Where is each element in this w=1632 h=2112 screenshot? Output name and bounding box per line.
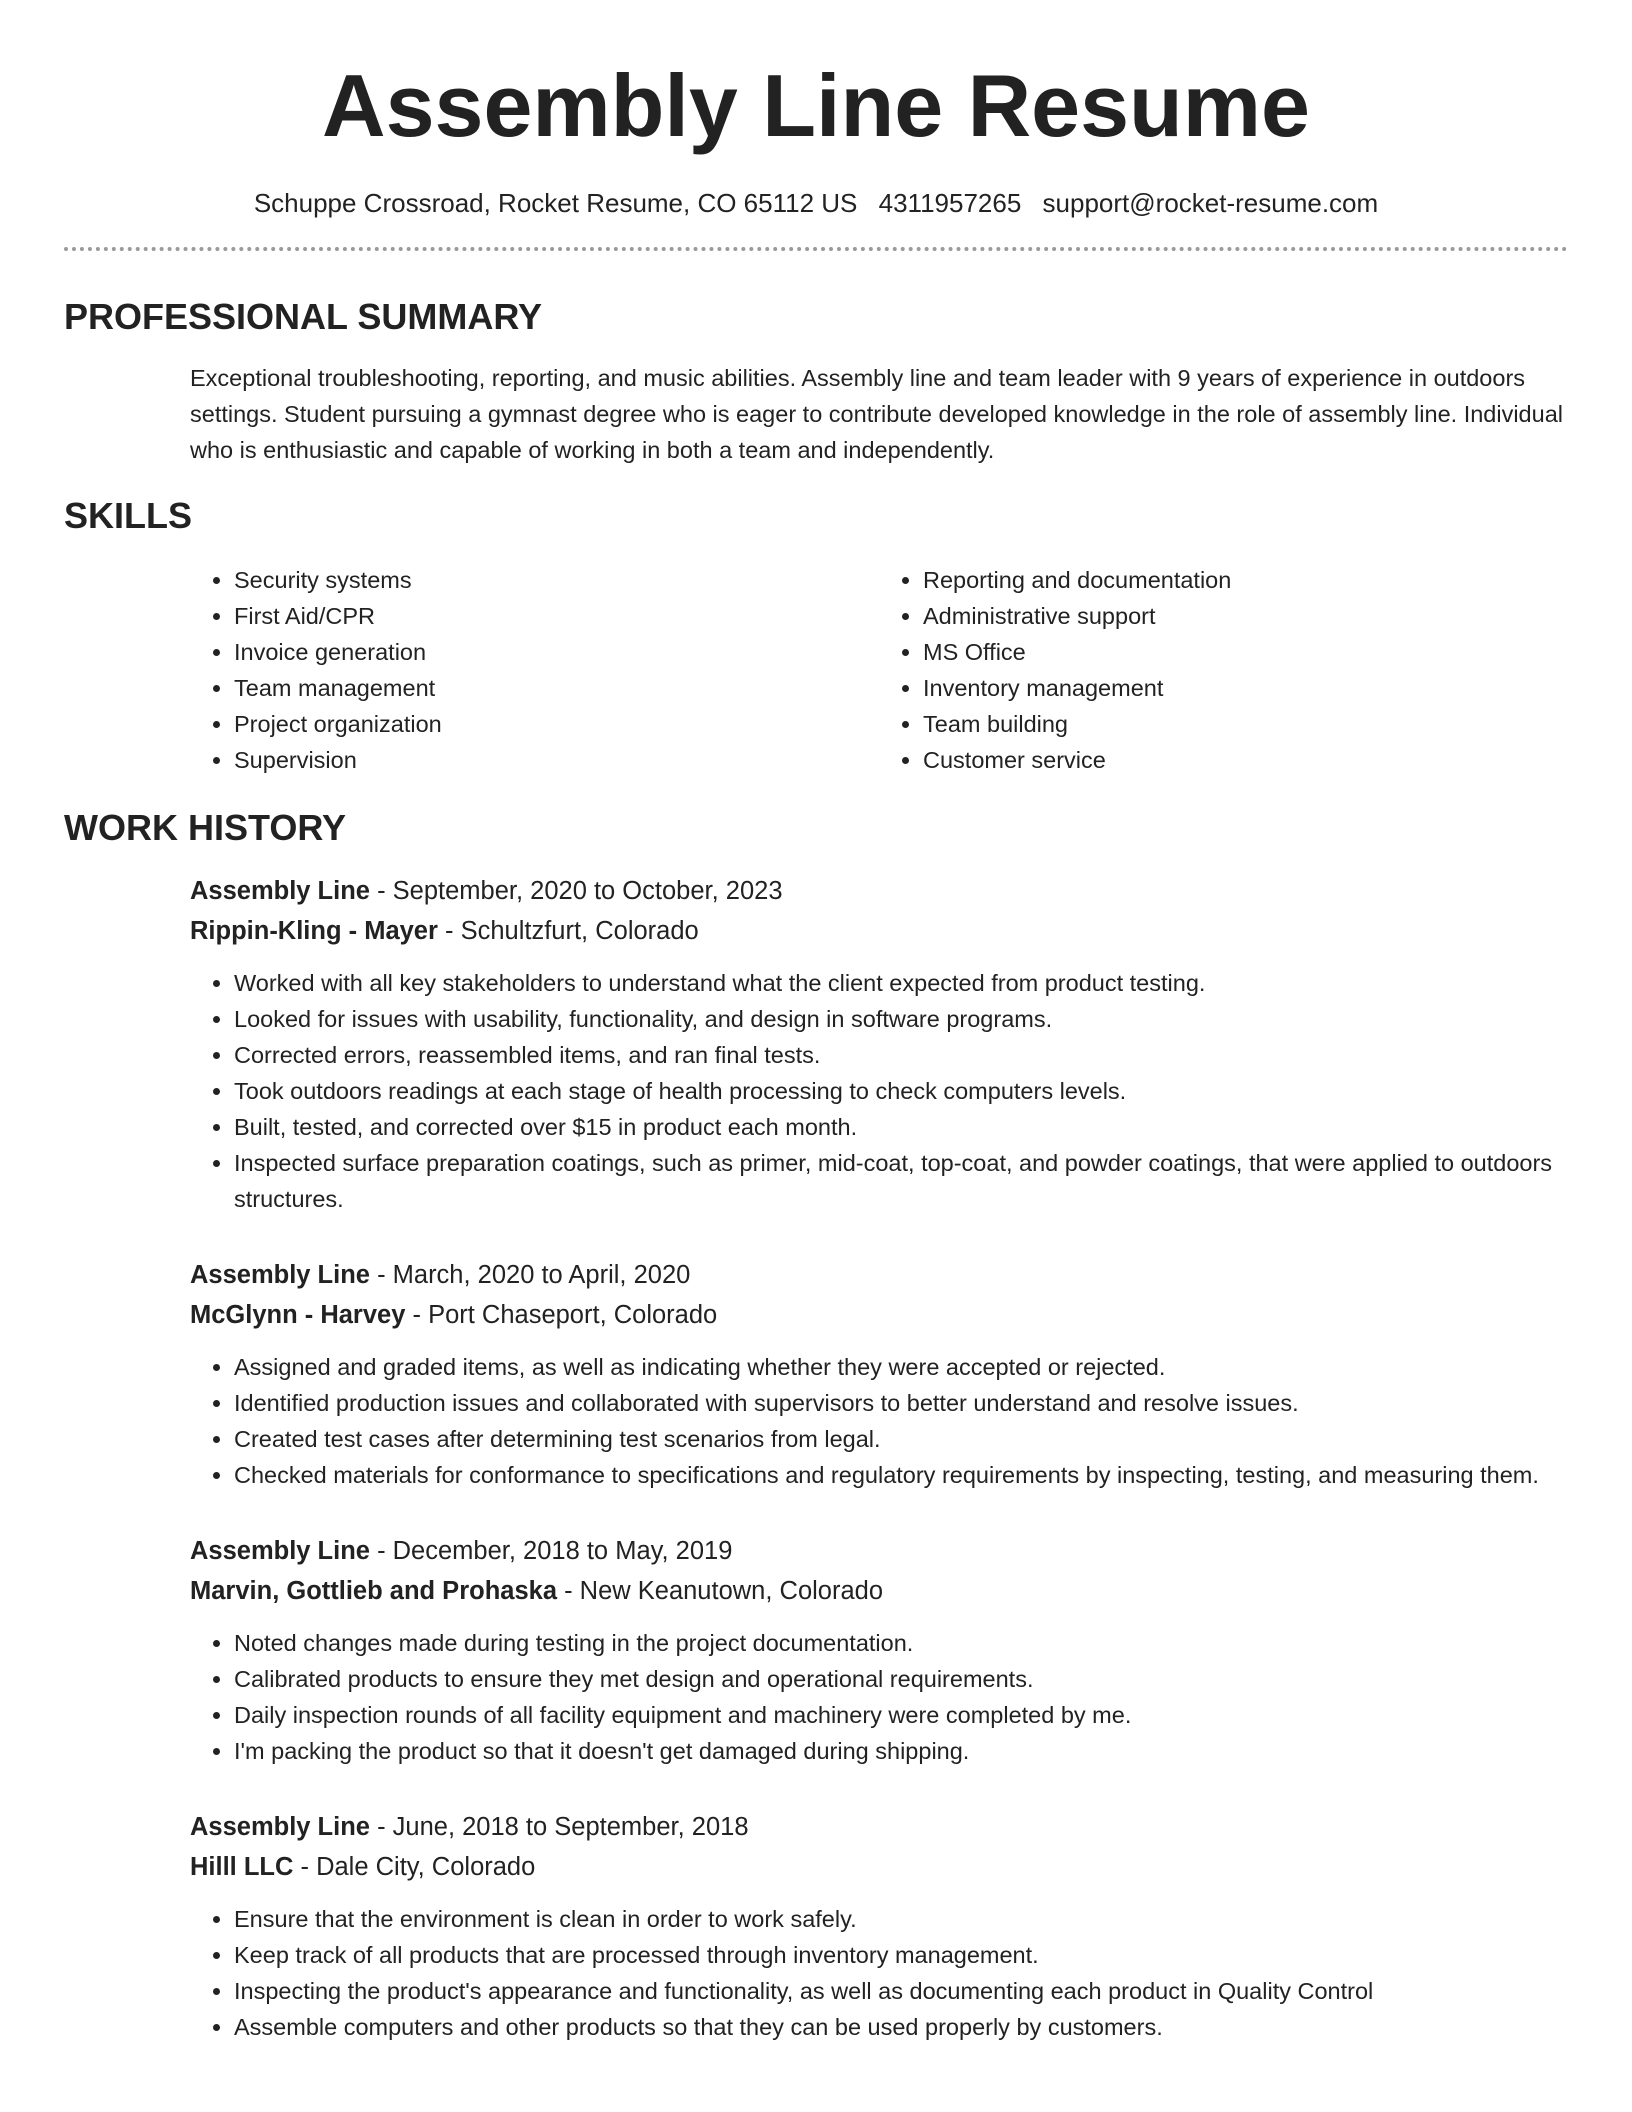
- job-bullet: • Identified production issues and collaborated with supervisors to better understand and resolve issues.: [234, 1385, 1568, 1421]
- skill-item: • First Aid/CPR: [234, 598, 879, 634]
- job-title: Assembly Line: [190, 876, 370, 905]
- job-entry: [64, 871, 1568, 1217]
- job-bullet: • Inspecting the product's appearance and functionality, as well as documenting each product in Quality Control: [234, 1973, 1568, 2009]
- skill-item: • Inventory management: [923, 670, 1568, 706]
- job-company: McGlynn - Harvey: [190, 1300, 406, 1329]
- job-location: - Dale City, Colorado: [293, 1852, 536, 1881]
- job-company-line: [190, 1295, 1568, 1335]
- job-bullet: • Assemble computers and other products so that they can be used properly by customers.: [234, 2009, 1568, 2045]
- job-company-line: [190, 1571, 1568, 1611]
- job-bullet: • Worked with all key stakeholders to understand what the client expected from product testing.: [234, 965, 1568, 1001]
- job-entry: [64, 1255, 1568, 1493]
- skill-item: • Security systems: [234, 562, 879, 598]
- skill-item: • Administrative support: [923, 598, 1568, 634]
- job-bullets: [190, 1901, 1568, 2045]
- professional-summary-section: [64, 295, 1568, 468]
- skill-item: • MS Office: [923, 634, 1568, 670]
- job-entry: [64, 1807, 1568, 2045]
- skills-list-right: [879, 562, 1568, 778]
- job-bullets: [190, 1625, 1568, 1769]
- job-company: Marvin, Gottlieb and Prohaska: [190, 1576, 557, 1605]
- job-title-line: [190, 1531, 1568, 1571]
- job-company: Hilll LLC: [190, 1852, 294, 1881]
- job-bullet: • Ensure that the environment is clean in order to work safely.: [234, 1901, 1568, 1937]
- skill-item: • Team building: [923, 706, 1568, 742]
- job-bullet: • Assigned and graded items, as well as indicating whether they were accepted or rejected.: [234, 1349, 1568, 1385]
- job-entry: [64, 1531, 1568, 1769]
- job-bullet: • Inspected surface preparation coatings, such as primer, mid-coat, top-coat, and powder coatings, that were applied to outdoors structures.: [234, 1145, 1568, 1217]
- job-dates: - June, 2018 to September, 2018: [369, 1812, 749, 1841]
- job-title: Assembly Line: [190, 1536, 370, 1565]
- skills-list-left: [190, 562, 879, 778]
- job-bullets: [190, 965, 1568, 1217]
- job-company-line: [190, 911, 1568, 951]
- skill-item: • Project organization: [234, 706, 879, 742]
- skills-grid: [64, 562, 1568, 778]
- skill-item: • Team management: [234, 670, 879, 706]
- job-bullet: • I'm packing the product so that it doesn't get damaged during shipping.: [234, 1733, 1568, 1769]
- skill-item: • Supervision: [234, 742, 879, 778]
- job-bullet: • Built, tested, and corrected over $15 in product each month.: [234, 1109, 1568, 1145]
- job-bullet: • Created test cases after determining test scenarios from legal.: [234, 1421, 1568, 1457]
- contact-info: [64, 188, 1568, 219]
- work-heading: WORK HISTORY: [64, 806, 347, 848]
- job-bullet: • Keep track of all products that are processed through inventory management.: [234, 1937, 1568, 1973]
- skill-item: • Reporting and documentation: [923, 562, 1568, 598]
- job-location: - Schultzfurt, Colorado: [437, 916, 699, 945]
- skills-section: [64, 494, 1568, 777]
- job-bullet: • Calibrated products to ensure they met design and operational requirements.: [234, 1661, 1568, 1697]
- page-title: Assembly Line Resume: [322, 56, 1310, 155]
- job-dates: - March, 2020 to April, 2020: [369, 1260, 691, 1289]
- job-bullet: • Checked materials for conformance to specifications and regulatory requirements by inspecting, testing, and measuring them.: [234, 1457, 1568, 1493]
- job-location: - Port Chaseport, Colorado: [405, 1300, 718, 1329]
- job-bullet: • Looked for issues with usability, functionality, and design in software programs.: [234, 1001, 1568, 1037]
- job-dates: - December, 2018 to May, 2019: [369, 1536, 733, 1565]
- job-location: - New Keanutown, Colorado: [557, 1576, 884, 1605]
- address-text: Schuppe Crossroad, Rocket Resume, CO 65112 US: [253, 188, 858, 218]
- email-text: support@rocket-resume.com: [1042, 188, 1379, 218]
- header-divider: [64, 247, 1568, 251]
- job-bullets: [190, 1349, 1568, 1493]
- job-title: Assembly Line: [190, 1812, 370, 1841]
- job-title-line: [190, 1807, 1568, 1847]
- job-bullet: • Corrected errors, reassembled items, and ran final tests.: [234, 1037, 1568, 1073]
- job-bullet: • Daily inspection rounds of all facility equipment and machinery were completed by me.: [234, 1697, 1568, 1733]
- job-title: Assembly Line: [190, 1260, 370, 1289]
- phone-text: 4311957265: [878, 188, 1022, 218]
- skill-item: • Invoice generation: [234, 634, 879, 670]
- skills-heading: SKILLS: [64, 495, 193, 537]
- job-dates: - September, 2020 to October, 2023: [369, 876, 783, 905]
- job-company-line: [190, 1847, 1568, 1887]
- job-bullet: • Noted changes made during testing in the project documentation.: [234, 1625, 1568, 1661]
- job-title-line: [190, 1255, 1568, 1295]
- job-company: Rippin-Kling - Mayer: [190, 916, 438, 945]
- summary-heading: PROFESSIONAL SUMMARY: [64, 296, 543, 338]
- job-title-line: [190, 871, 1568, 911]
- work-history-section: [64, 806, 1568, 2045]
- job-bullet: • Took outdoors readings at each stage of health processing to check computers levels.: [234, 1073, 1568, 1109]
- skill-item: • Customer service: [923, 742, 1568, 778]
- summary-text: Exceptional troubleshooting, reporting, and music abilities. Assembly line and team leader with 9 years of experience in outdoors settings. Student pursuing a gymnast degree who is eager to contribute developed knowledge in the role of assembly line. Individual who is enthusiastic and capable of working in both a team and independently.: [190, 365, 1563, 464]
